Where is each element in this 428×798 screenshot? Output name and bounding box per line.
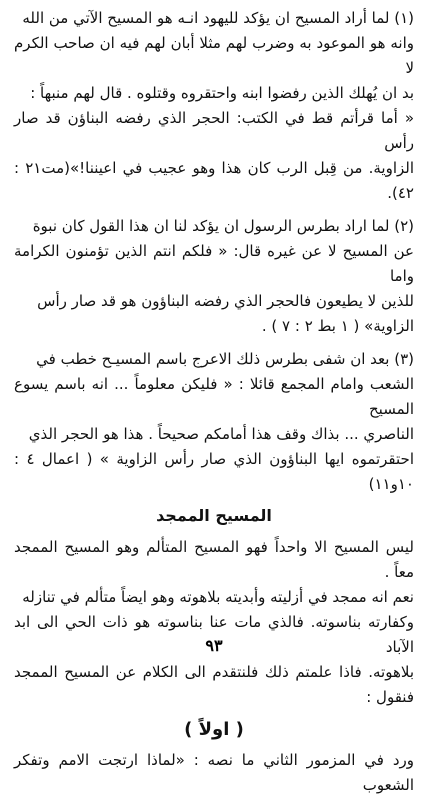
section-number: ( اولاً ) <box>184 719 244 740</box>
paragraph-3 <box>14 347 414 497</box>
paragraph-4-line: بلاهوته. فاذا علمتم ذلك فلنتقدم الى الكلام عن المسيح الممجد فنقول : <box>14 663 414 706</box>
paragraph-after-heading <box>14 535 414 710</box>
paragraph-1 <box>14 6 414 206</box>
paragraph-2 <box>14 214 414 339</box>
paragraph-2-line: عن المسيح لا عن غيره قال: « فلكم انتم الذين تؤمنون الكرامة واما <box>14 242 414 285</box>
final-paragraph <box>14 748 414 798</box>
paragraph-3-line: (٣) بعد ان شفى بطرس ذلك الاعرج باسم المسيـح خطب في <box>36 350 414 368</box>
paragraph-3-line: الشعب وامام المجمع قائلا : « فليكن معلوماً ... انه باسم يسوع المسيح <box>14 375 414 418</box>
paragraph-3-line: الناصري ... بذاك وقف هذا أمامكم صحيحاً . هذا هو الحجر الذي <box>28 425 414 443</box>
paragraph-2-line: للذين لا يطيعون فالحجر الذي رفضه البناؤون هو قد صار رأس <box>37 292 414 310</box>
paragraph-3-line: احتقرتموه ايها البناؤون الذي صار رأس الزاوية » ( اعمال ٤ : ١٠و١١) <box>14 450 414 493</box>
final-line: ورد في المزمور الثاني ما نصه : «لماذا ارتجت الامم وتفكر الشعوب <box>14 751 414 794</box>
paragraph-1-line: (١) لما أراد المسيح ان يؤكد لليهود انـه هو المسيح الآتي من الله <box>22 9 414 27</box>
paragraph-1-line: وانه هو الموعود به وضرب لهم مثلا أبان لهم فيه ان صاحب الكرم لا <box>14 34 414 77</box>
paragraph-1-line: الزاوية. من قِبل الرب كان هذا وهو عجيب في اعيننا!»(مت٢١ : ٤٢). <box>14 159 415 202</box>
page-number: ٩٣ <box>205 638 223 655</box>
paragraph-1-line: بد ان يُهلك الذين رفضوا ابنه واحتقروه وقتلوه . قال لهم منبهاً : <box>30 84 414 102</box>
paragraph-2-line: الزاوية» ( ١ بط ٢ : ٧ ) . <box>261 317 414 335</box>
section-heading: المسيح الممجد <box>156 506 272 525</box>
paragraph-1-line: « أما قرأتم قط في الكتب: الحجر الذي رفضه البناؤن قد صار رأس <box>14 109 414 152</box>
paragraph-4-line: نعم انه ممجد في أزليته وأبديته بلاهوته وهو ايضاً متألم في تنازله <box>22 588 414 606</box>
paragraph-2-line: (٢) لما اراد بطرس الرسول ان يؤكد لنا ان هذا القول كان نبوة <box>32 217 414 235</box>
paragraph-4-line: ليس المسيح الا واحداً فهو المسيح المتألم وهو المسيح الممجد معاً . <box>14 538 414 581</box>
paragraph-4-line: وكفارته بناسوته. فالذي مات عنا بناسوته هو ذات الحي الى ابد الآباد <box>14 613 414 656</box>
